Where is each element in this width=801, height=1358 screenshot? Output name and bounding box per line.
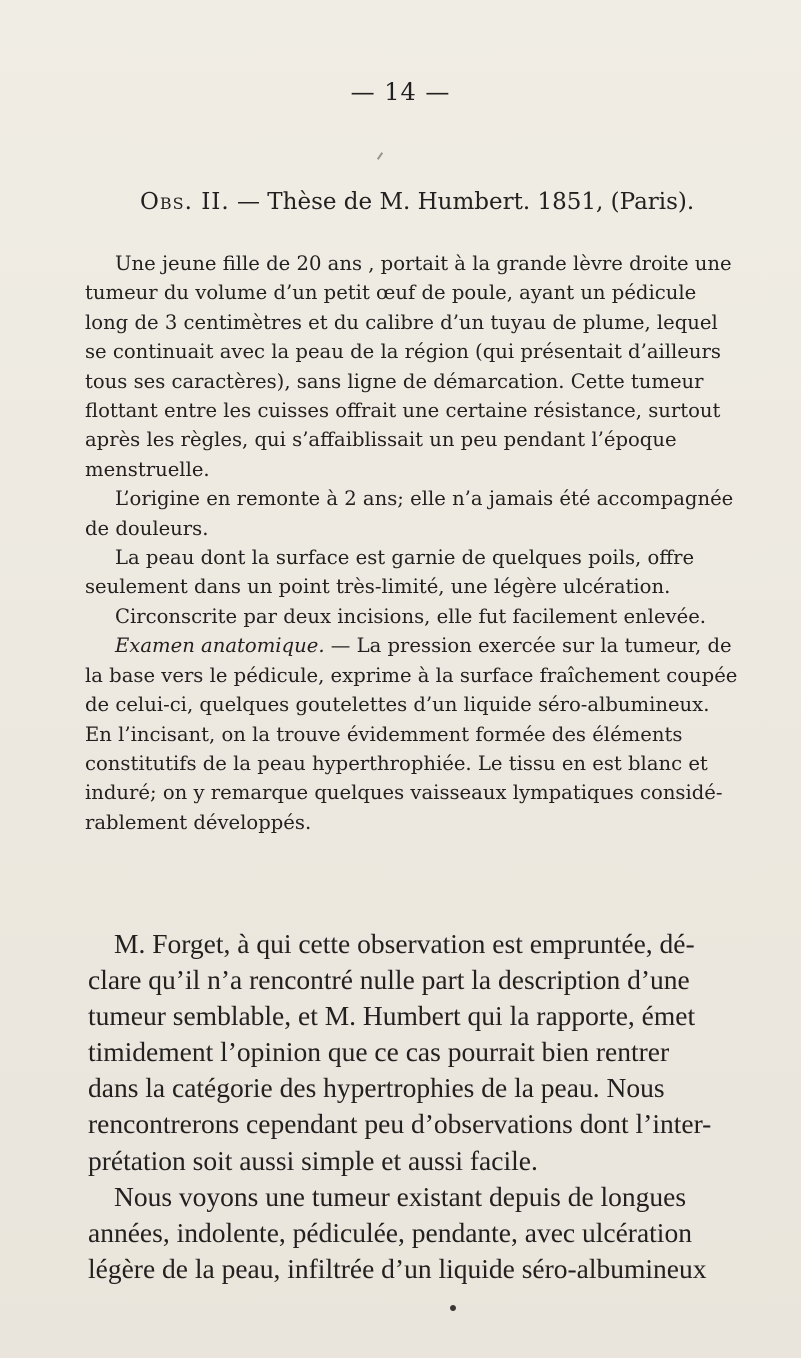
text-line: La peau dont la surface est garnie de quelques poils, offre	[115, 546, 695, 570]
text-line: dans la catégorie des hypertrophies de la peau. Nous	[88, 1072, 665, 1104]
commentary	[88, 926, 768, 1287]
text-line: années, indolente, pédiculée, pendante, avec ulcération	[88, 1216, 692, 1248]
text-line: la base vers le pédicule, exprime à la surface fraîchement coupée	[85, 663, 738, 687]
text-line: rencontrerons cependant peu d’observations dont l’inter-	[88, 1108, 712, 1140]
text-line: légère de la peau, infiltrée d’un liquide séro-albumineux	[88, 1252, 707, 1284]
text-line: rablement développés.	[85, 810, 312, 834]
text-line: de douleurs.	[85, 516, 209, 540]
text-run: — La pression exercée sur la tumeur, de	[324, 634, 732, 658]
text-line: induré; on y remarque quelques vaisseaux lympatiques considé-	[85, 781, 723, 805]
text-line: L’origine en remonte à 2 ans; elle n’a jamais été accompagnée	[115, 487, 734, 511]
observation-header	[140, 189, 694, 215]
text-line: prétation soit aussi simple et aussi facile.	[88, 1144, 538, 1176]
text-line: En l’incisant, on la trouve évidemment formée des éléments	[85, 722, 683, 746]
observation-title: — Thèse de M. Humbert. 1851, (Paris).	[237, 189, 695, 215]
text-line: M. Forget, à qui cette observation est empruntée, dé-	[114, 928, 695, 959]
page-mark	[377, 152, 383, 160]
text-line: clare qu’il n’a rencontré nulle part la description d’une	[88, 964, 690, 996]
text-line: de celui-ci, quelques goutelettes d’un liquide séro-albumineux.	[85, 693, 710, 717]
text-line	[85, 631, 765, 660]
observation-label: Obs. II.	[140, 189, 230, 215]
ink-dot	[450, 1305, 456, 1311]
text-line: Nous voyons une tumeur existant depuis de longues	[114, 1180, 687, 1212]
text-line: se continuait avec la peau de la région (qui présentait d’ailleurs	[85, 340, 721, 364]
text-line: timidement l’opinion que ce cas pourrait bien rentrer	[88, 1036, 670, 1068]
case-report	[85, 249, 765, 837]
text-line: tumeur semblable, et M. Humbert qui la rapporte, émet	[88, 1000, 696, 1032]
text-line: Circonscrite par deux incisions, elle fut facilement enlevée.	[115, 604, 707, 628]
text-line: constitutifs de la peau hyperthrophiée. Le tissu en est blanc et	[85, 751, 708, 775]
section-heading: Examen anatomique.	[115, 634, 325, 658]
text-line: tous ses caractères), sans ligne de démarcation. Cette tumeur	[85, 369, 704, 393]
text-line: Une jeune fille de 20 ans , portait à la grande lèvre droite une	[115, 252, 732, 275]
text-line: flottant entre les cuisses offrait une certaine résistance, surtout	[85, 399, 721, 423]
text-line: long de 3 centimètres et du calibre d’un tuyau de plume, lequel	[85, 310, 718, 334]
text-line: tumeur du volume d’un petit œuf de poule, ayant un pédicule	[85, 281, 697, 305]
page-number: — 14 —	[350, 78, 451, 106]
text-line: seulement dans un point très-limité, une légère ulcération.	[85, 575, 671, 599]
text-line: après les règles, qui s’affaiblissait un peu pendant l’époque	[85, 428, 677, 452]
text-line: menstruelle.	[85, 457, 210, 481]
